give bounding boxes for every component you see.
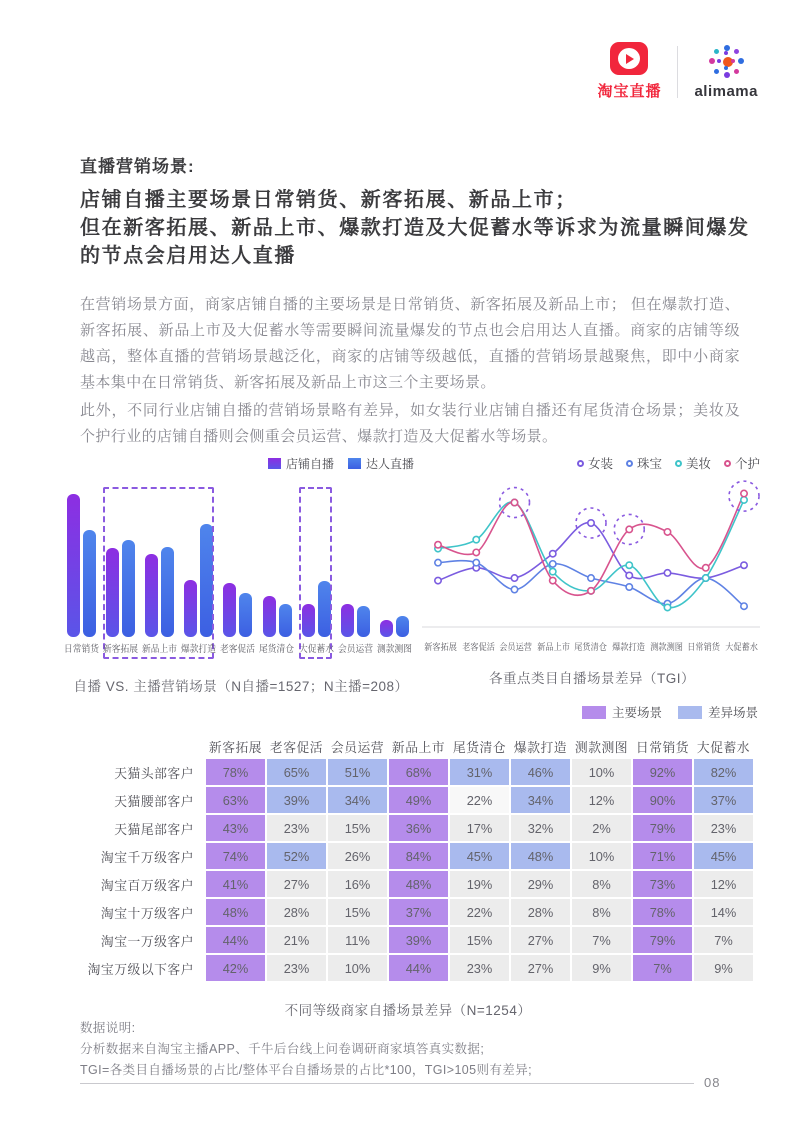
table-cell: 51%	[328, 759, 387, 785]
table-cell: 10%	[328, 955, 387, 981]
line-x-label: 大促蓄水	[724, 642, 758, 652]
table-cell: 68%	[389, 759, 448, 785]
data-point-个护	[550, 577, 556, 583]
alimama-dot	[738, 58, 744, 64]
column-header: 新品上市	[391, 739, 446, 755]
data-point-珠宝	[550, 561, 556, 567]
alimama-wordmark: alimama	[694, 83, 758, 100]
data-point-美妆	[664, 604, 670, 610]
alimama-logo	[694, 43, 758, 100]
bar-group	[336, 604, 375, 637]
table-cell: 8%	[572, 899, 631, 925]
row-label: 淘宝百万级客户	[100, 877, 194, 893]
bar-x-label: 日常销货	[64, 644, 100, 655]
table-cell: 21%	[267, 927, 326, 953]
line-legend-item	[675, 455, 711, 471]
bar-pair	[106, 540, 135, 637]
table-cell: 71%	[633, 843, 692, 869]
notes-title: 数据说明:	[80, 1021, 136, 1035]
data-point-个护	[473, 549, 479, 555]
headline-line-2: 但在新客拓展、新品上市、爆款打造及大促蓄水等诉求为流量瞬间爆发	[80, 217, 750, 239]
taobao-live-logo	[597, 42, 661, 101]
data-point-珠宝	[741, 603, 747, 609]
body-paragraph-1: 在营销场景方面，商家店铺自播的主要场景是日常销货、新客拓展及新品上市； 但在爆款打造、新客拓展、新品上市及大促蓄水等需要瞬间流量爆发的节点也会启用达人直播。商家的店铺等级越高，整体直播的营销场景越泛化，商家的店铺等级越低，直播的营销场景越聚焦，即中小商家基本集中在日常销货、新客拓展及新品上市这三个主要场景。	[80, 296, 740, 391]
data-point-女装	[550, 551, 556, 557]
column-header: 老客促活	[269, 739, 324, 755]
column-header: 测款测图	[574, 739, 629, 755]
data-point-女装	[664, 570, 670, 576]
bar-pair	[302, 581, 331, 637]
data-point-女装	[741, 562, 747, 568]
table-cell: 34%	[328, 787, 387, 813]
table-cell: 8%	[572, 871, 631, 897]
table-cell: 78%	[633, 899, 692, 925]
data-point-珠宝	[511, 586, 517, 592]
line-legend-item	[626, 455, 662, 471]
data-notes	[80, 1018, 532, 1081]
headline	[80, 186, 750, 270]
table-cell: 84%	[389, 843, 448, 869]
table-cell: 48%	[389, 871, 448, 897]
legend-marker	[724, 460, 731, 467]
column-header: 爆款打造	[513, 739, 568, 755]
table-cell: 10%	[572, 759, 631, 785]
legend-swatch	[678, 706, 702, 719]
bar-达人直播	[318, 581, 331, 637]
table-cell: 74%	[206, 843, 265, 869]
line-x-label: 爆款打造	[612, 642, 645, 652]
title-block	[80, 152, 750, 270]
alimama-dot	[724, 72, 730, 78]
bar-group	[179, 524, 218, 637]
bar-x-labels	[62, 641, 414, 655]
data-point-美妆	[473, 536, 479, 542]
table-cell: 39%	[389, 927, 448, 953]
alimama-dot	[709, 58, 715, 64]
bar-店铺自播	[263, 596, 276, 637]
table-cell: 42%	[206, 955, 265, 981]
data-point-个护	[741, 490, 747, 496]
bar-达人直播	[83, 530, 96, 637]
table-cell: 15%	[328, 815, 387, 841]
line-x-label: 尾货清仓	[574, 642, 608, 652]
legend-label: 差异场景	[707, 706, 758, 720]
table-cell: 22%	[450, 899, 509, 925]
row-label: 天猫尾部客户	[114, 821, 194, 837]
legend-label: 美妆	[685, 457, 711, 471]
table-cell: 19%	[450, 871, 509, 897]
table-cell: 7%	[572, 927, 631, 953]
table-legend	[58, 703, 758, 721]
bar-group	[101, 540, 140, 637]
table-cell: 17%	[450, 815, 509, 841]
table-cell: 36%	[389, 815, 448, 841]
table-cell: 48%	[511, 843, 570, 869]
row-label: 天猫头部客户	[114, 765, 194, 781]
table-cell: 23%	[450, 955, 509, 981]
charts-row	[62, 455, 762, 695]
bar-pair	[263, 596, 292, 637]
bar-group	[62, 494, 101, 637]
bar-店铺自播	[106, 548, 119, 637]
data-point-女装	[588, 520, 594, 526]
footer-rule	[80, 1083, 694, 1084]
bar-达人直播	[279, 604, 292, 637]
bar-chart-legend	[62, 455, 420, 471]
legend-marker	[675, 460, 682, 467]
bar-group	[297, 581, 336, 637]
table-cell: 39%	[267, 787, 326, 813]
line-chart-caption: 各重点类目自播场景差异（TGI）	[489, 671, 695, 686]
headline-line-1: 店铺自播主要场景日常销货、新客拓展、新品上市；	[80, 189, 577, 211]
table-cell: 10%	[572, 843, 631, 869]
table-cell: 41%	[206, 871, 265, 897]
data-point-美妆	[741, 497, 747, 503]
bar-group	[140, 547, 179, 637]
data-point-美妆	[626, 562, 632, 568]
table-cell: 79%	[633, 815, 692, 841]
data-point-个护	[588, 588, 594, 594]
table-cell: 23%	[267, 815, 326, 841]
table-cell: 65%	[267, 759, 326, 785]
alimama-dot	[717, 59, 721, 63]
table-cell: 78%	[206, 759, 265, 785]
header-logos	[597, 42, 758, 101]
table-cell: 15%	[450, 927, 509, 953]
data-point-珠宝	[435, 559, 441, 565]
table-cell: 9%	[694, 955, 753, 981]
table-cell: 46%	[511, 759, 570, 785]
alimama-dot	[734, 69, 739, 74]
table-cell: 28%	[267, 899, 326, 925]
data-point-珠宝	[473, 559, 479, 565]
row-label: 淘宝十万级客户	[100, 905, 194, 921]
data-point-个护	[626, 526, 632, 532]
legend-label: 店铺自播	[285, 456, 334, 471]
line-x-label: 新品上市	[537, 642, 570, 652]
line-x-labels	[422, 639, 760, 653]
bar-店铺自播	[145, 554, 158, 637]
table-cell: 49%	[389, 787, 448, 813]
legend-marker	[626, 460, 633, 467]
table-cell: 90%	[633, 787, 692, 813]
table-cell: 45%	[694, 843, 753, 869]
table-cell: 2%	[572, 815, 631, 841]
tgi-table	[58, 735, 758, 981]
bar-达人直播	[200, 524, 213, 637]
table-cell: 16%	[328, 871, 387, 897]
table-cell: 7%	[633, 955, 692, 981]
line-x-label: 新客拓展	[424, 642, 457, 652]
alimama-dot	[714, 69, 719, 74]
table-cell: 12%	[694, 871, 753, 897]
legend-swatch	[348, 458, 361, 469]
headline-line-3: 的节点会启用达人直播	[80, 245, 296, 267]
bar-达人直播	[396, 616, 409, 637]
table-cell: 52%	[267, 843, 326, 869]
bar-pair	[341, 604, 370, 637]
table-cell: 26%	[328, 843, 387, 869]
bar-店铺自播	[302, 604, 315, 637]
table-cell: 27%	[511, 927, 570, 953]
bar-达人直播	[239, 593, 252, 637]
bar-x-label: 新品上市	[142, 644, 178, 655]
bar-店铺自播	[341, 604, 354, 637]
bar-chart	[62, 455, 420, 695]
table-cell: 22%	[450, 787, 509, 813]
legend-label: 达人直播	[365, 456, 414, 471]
section-kicker: 直播营销场景:	[80, 157, 195, 176]
row-label: 淘宝万级以下客户	[87, 961, 194, 977]
alimama-dot	[714, 49, 719, 54]
table-cell: 44%	[206, 927, 265, 953]
play-triangle-icon	[626, 54, 634, 64]
table-cell: 43%	[206, 815, 265, 841]
table-cell: 27%	[511, 955, 570, 981]
bar-x-label: 老客促活	[220, 644, 256, 655]
note-line-2: TGI=各类目自播场景的占比/整体平台自播场景的占比*100，TGI>105则有差异;	[80, 1063, 532, 1077]
table-cell: 45%	[450, 843, 509, 869]
line-x-label: 日常销货	[687, 642, 721, 652]
bar-pair	[184, 524, 213, 637]
data-point-珠宝	[626, 584, 632, 590]
table-cell: 14%	[694, 899, 753, 925]
taobao-live-icon	[610, 42, 648, 75]
data-point-珠宝	[588, 575, 594, 581]
alimama-dots-icon	[708, 43, 744, 79]
table-cell: 32%	[511, 815, 570, 841]
table-cell: 12%	[572, 787, 631, 813]
legend-label: 珠宝	[636, 457, 662, 471]
column-header: 日常销货	[635, 739, 690, 755]
data-point-美妆	[703, 575, 709, 581]
table-cell: 37%	[694, 787, 753, 813]
table-cell: 15%	[328, 899, 387, 925]
line-chart	[422, 455, 762, 695]
bar-pair	[380, 616, 409, 637]
table-cell: 63%	[206, 787, 265, 813]
bar-legend-item	[268, 455, 334, 471]
bar-group	[218, 583, 257, 637]
table-cell: 34%	[511, 787, 570, 813]
bar-chart-caption: 自播 VS. 主播营销场景（N自播=1527；N主播=208）	[73, 679, 409, 694]
bar-group	[375, 616, 414, 637]
tgi-table-section	[58, 703, 758, 1019]
column-header: 会员运营	[330, 739, 385, 755]
legend-swatch	[582, 706, 606, 719]
line-plot	[422, 479, 760, 636]
note-line-1: 分析数据来自淘宝主播APP、千牛后台线上问卷调研商家填答真实数据;	[80, 1042, 485, 1056]
line-chart-svg	[422, 479, 760, 631]
logo-divider	[677, 46, 678, 98]
bar-x-label: 大促蓄水	[298, 644, 334, 655]
taobao-live-wordmark: 淘宝直播	[597, 83, 662, 100]
data-point-个护	[435, 542, 441, 548]
bar-x-label: 爆款打造	[181, 644, 217, 655]
column-header: 大促蓄水	[696, 739, 751, 755]
body-paragraph-2: 此外，不同行业店铺自播的营销场景略有差异，如女装行业店铺自播还有尾货清仓场景；美妆及个护行业的店铺自播则会侧重会员运营、爆款打造及大促蓄水等场景。	[80, 402, 740, 445]
bar-x-label: 尾货清仓	[259, 644, 295, 655]
bar-店铺自播	[380, 620, 393, 637]
data-point-女装	[511, 575, 517, 581]
bar-group	[257, 596, 296, 637]
bar-达人直播	[357, 606, 370, 637]
bar-pair	[67, 494, 96, 637]
bar-x-label: 会员运营	[337, 644, 373, 655]
data-point-个护	[664, 529, 670, 535]
bar-店铺自播	[67, 494, 80, 637]
data-point-美妆	[550, 568, 556, 574]
table-cell: 7%	[694, 927, 753, 953]
bar-店铺自播	[223, 583, 236, 637]
legend-label: 个护	[734, 457, 760, 471]
table-cell: 44%	[389, 955, 448, 981]
row-label: 天猫腰部客户	[114, 793, 194, 809]
row-label: 淘宝千万级客户	[100, 849, 194, 865]
table-cell: 29%	[511, 871, 570, 897]
table-cell: 9%	[572, 955, 631, 981]
bar-pair	[223, 583, 252, 637]
data-point-个护	[703, 565, 709, 571]
bar-店铺自播	[184, 580, 197, 637]
data-point-女装	[626, 572, 632, 578]
table-cell: 23%	[267, 955, 326, 981]
bar-达人直播	[161, 547, 174, 637]
table-cell: 92%	[633, 759, 692, 785]
table-cell: 37%	[389, 899, 448, 925]
line-legend-item	[577, 455, 613, 471]
table-cell: 48%	[206, 899, 265, 925]
bar-达人直播	[122, 540, 135, 637]
table-cell: 82%	[694, 759, 753, 785]
table-cell: 23%	[694, 815, 753, 841]
legend-marker	[577, 460, 584, 467]
table-cell: 73%	[633, 871, 692, 897]
line-x-label: 老客促活	[461, 642, 495, 652]
data-point-女装	[435, 577, 441, 583]
line-legend-item	[724, 455, 760, 471]
table-legend-item	[678, 703, 758, 721]
line-chart-legend	[422, 455, 762, 471]
legend-label: 主要场景	[611, 706, 662, 720]
alimama-dot	[724, 51, 728, 55]
corner-cell	[58, 735, 204, 757]
bar-x-label: 新客拓展	[103, 644, 139, 655]
table-cell: 11%	[328, 927, 387, 953]
table-legend-item	[582, 703, 662, 721]
alimama-dot	[724, 66, 728, 70]
column-header: 尾货清仓	[452, 739, 507, 755]
page-number: 08	[704, 1075, 721, 1090]
row-label: 淘宝一万级客户	[100, 933, 194, 949]
bar-pair	[145, 547, 174, 637]
alimama-dot	[731, 59, 735, 63]
bar-plot	[62, 485, 414, 637]
line-x-label: 测款测图	[649, 642, 683, 652]
table-cell: 27%	[267, 871, 326, 897]
table-cell: 31%	[450, 759, 509, 785]
legend-swatch	[268, 458, 281, 469]
column-header: 新客拓展	[208, 739, 263, 755]
table-cell: 28%	[511, 899, 570, 925]
legend-label: 女装	[587, 457, 613, 471]
table-caption: 不同等级商家自播场景差异（N=1254）	[284, 1003, 532, 1018]
line-x-label: 会员运营	[499, 642, 533, 652]
alimama-dot	[734, 49, 739, 54]
table-cell: 79%	[633, 927, 692, 953]
bar-legend-item	[348, 455, 414, 471]
bar-x-label: 测款测图	[376, 644, 412, 655]
data-point-个护	[511, 499, 517, 505]
